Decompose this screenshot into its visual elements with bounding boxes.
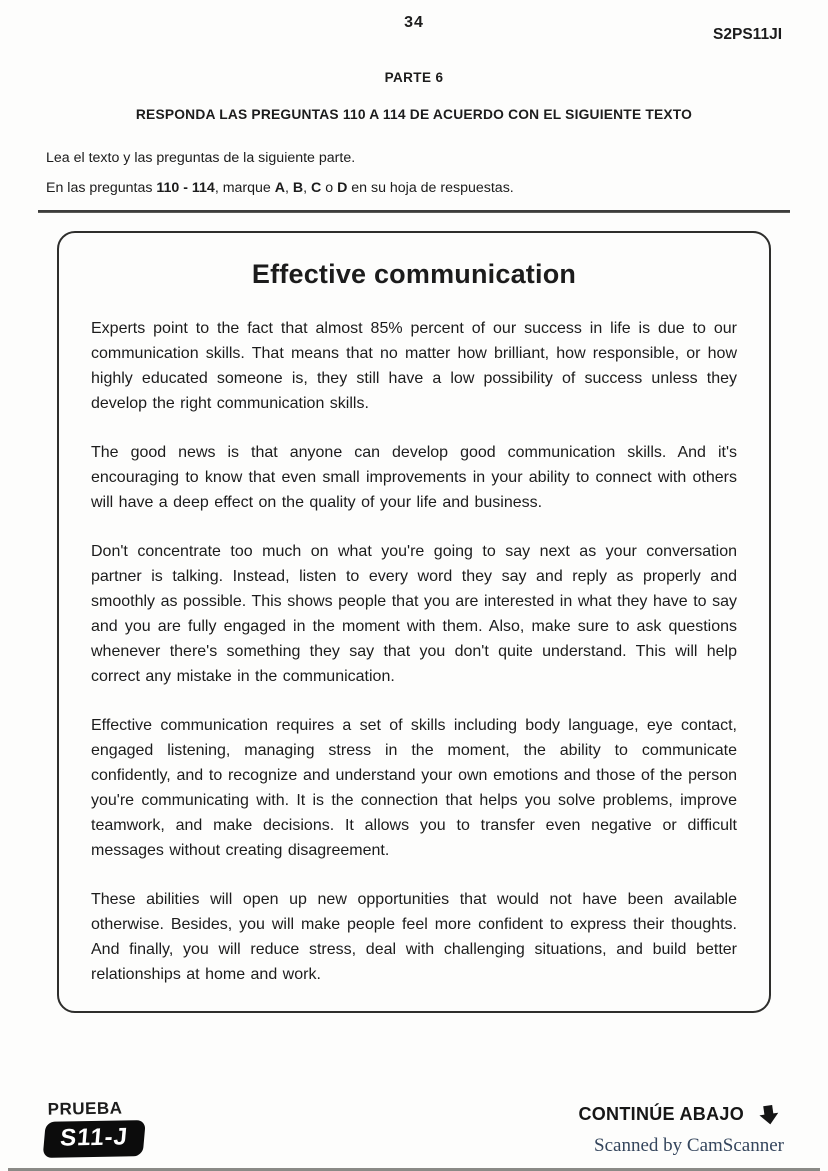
instruction-title: RESPONDA LAS PREGUNTAS 110 A 114 DE ACUERDO CON EL SIGUIENTE TEXTO	[135, 107, 693, 122]
instruction-line-2	[46, 180, 782, 196]
instruction-line-2-pre: En las preguntas	[46, 180, 157, 196]
instruction-line-1: Lea el texto y las preguntas de la siguiente parte.	[46, 150, 356, 166]
sep: ,	[303, 180, 312, 196]
option-d: D	[337, 180, 348, 196]
prueba-badge-group	[44, 1098, 145, 1158]
doc-code: S2PS11JI	[713, 26, 782, 43]
passage-paragraph-1: Experts point to the fact that almost 85% percent of our success in life is due to our communication skills. That means that no matter how brilliant, how responsible, or how highly educated someone is, they still have a low possibility of success unless they develop the right communication skills.	[91, 320, 737, 412]
sep: ,	[285, 180, 293, 196]
passage-paragraph-4: Effective communication requires a set of skills including body language, eye contact, engaged listening, managing stress in the moment, the ability to communicate confidently, and to recognize and understand your own emotions and those of the person you're communicating with. It is the connection that helps you solve problems, improve teamwork, and make decisions. It allows you to transfer even negative or difficult messages without creating disagreement.	[91, 717, 737, 859]
passage-title: Effective communication	[251, 259, 577, 289]
page-footer	[0, 1099, 828, 1157]
instruction-line-2-post: en su hoja de respuestas.	[347, 180, 514, 196]
continue-group	[578, 1101, 784, 1157]
option-b: B	[292, 180, 304, 196]
question-range: 110 - 114	[156, 180, 215, 196]
camscanner-credit: Scanned by CamScanner	[594, 1135, 784, 1156]
separator-rule	[38, 210, 790, 213]
passage-paragraph-5: These abilities will open up new opportunities that would not have been available otherwise. Besides, you will make people feel more confident to express their thoughts. And finally, you will reduce stress, deal with challenging situations, and build better relationships at home and work.	[91, 891, 737, 983]
part-label: PARTE 6	[384, 70, 444, 85]
page-number: 34	[404, 14, 424, 31]
sep: o	[321, 180, 338, 196]
passage-paragraph-2: The good news is that anyone can develop good communication skills. And it's encouraging to know that even small improvements in your ability to connect with others will have a deep effect on the quality of your life and business.	[91, 444, 737, 511]
passage-paragraph-3: Don't concentrate too much on what you're going to say next as your conversation partner is talking. Instead, listen to every word they say and reply as properly and smoothly as possible. This shows people that you are interested in what they have to say and you are fully engaged in the moment with them. Also, make sure to ask questions whenever there's something they say that you don't quite understand. This will help correct any mistake in the communication.	[91, 543, 737, 685]
prueba-label: PRUEBA	[47, 1098, 123, 1119]
down-arrow-icon	[752, 1101, 785, 1129]
continue-label: CONTINÚE ABAJO	[578, 1103, 744, 1124]
option-a: A	[274, 180, 285, 196]
passage-box	[57, 231, 771, 1013]
prueba-badge: S11-J	[43, 1120, 146, 1158]
instruction-line-2-mid: , marque	[214, 180, 275, 196]
option-c: C	[311, 180, 322, 196]
